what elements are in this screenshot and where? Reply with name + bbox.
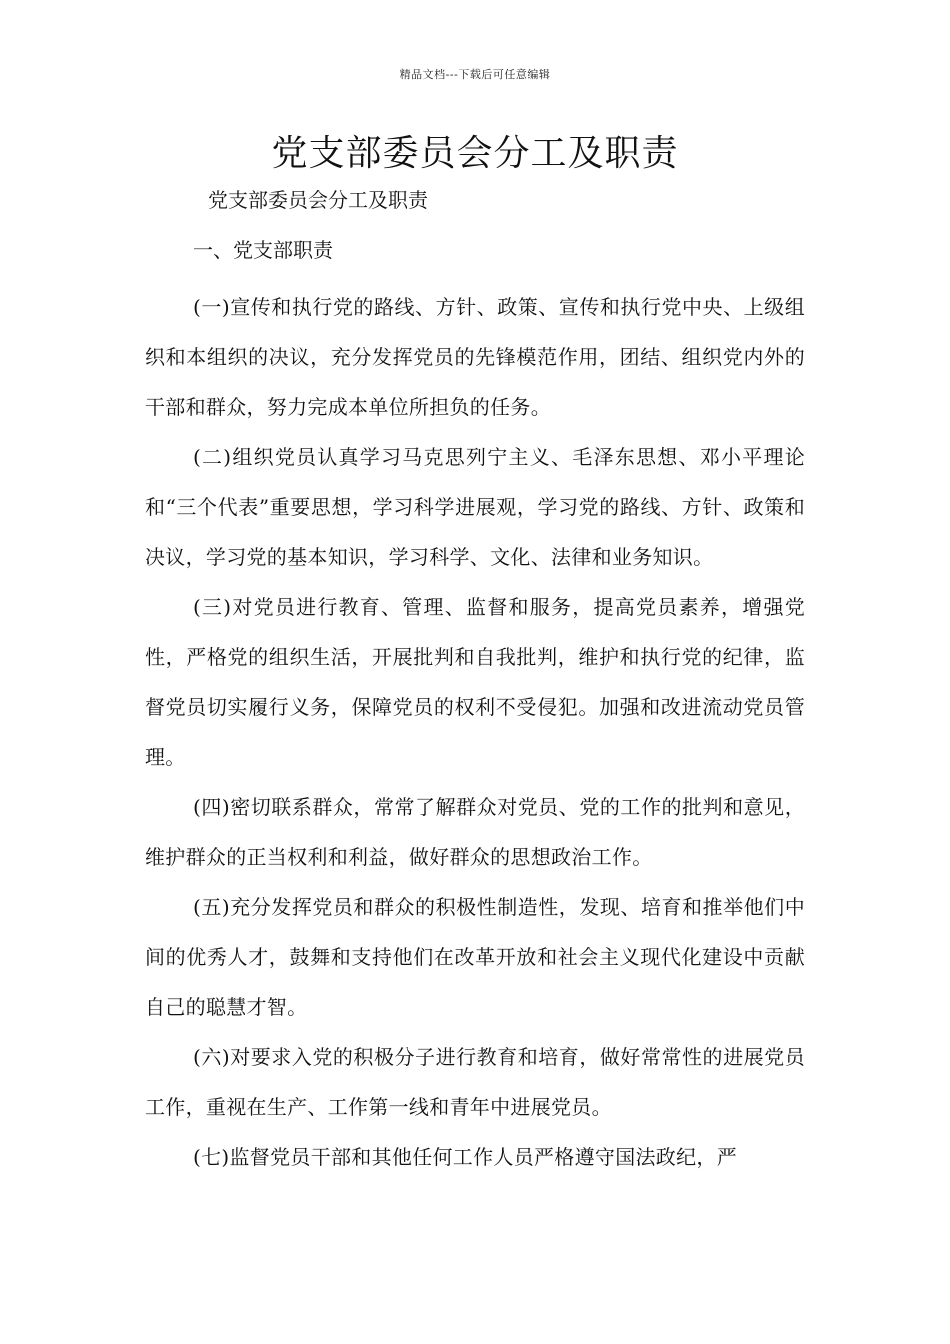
section-heading: 一、党支部职责: [193, 238, 333, 262]
paragraph-2: (二)组织党员认真学习马克思列宁主义、毛泽东思想、邓小平理论和“三个代表”重要思想，学习科学进展观，学习党的路线、方针、政策和决议，学习党的基本知识，学习科学、文化、法律和业务知识。: [145, 445, 805, 569]
paragraph-1: (一)宣传和执行党的路线、方针、政策、宣传和执行党中央、上级组织和本组织的决议，充分发挥党员的先锋模范作用，团结、组织党内外的干部和群众，努力完成本单位所担负的任务。: [145, 295, 805, 419]
paragraph-6: (六)对要求入党的积极分子进行教育和培育，做好常常性的进展党员工作，重视在生产、工作第一线和青年中进展党员。: [145, 1045, 805, 1119]
header-note: 精品文档---下载后可任意编辑: [399, 68, 551, 81]
paragraph-7: (七)监督党员干部和其他任何工作人员严格遵守国法政纪，严: [193, 1145, 738, 1169]
document-title: 党支部委员会分工及职责: [271, 133, 679, 174]
paragraph-5: (五)充分发挥党员和群众的积极性制造性，发现、培育和推举他们中间的优秀人才，鼓舞和支持他们在改革开放和社会主义现代化建设中贡献自己的聪慧才智。: [145, 895, 805, 1019]
paragraph-3: (三)对党员进行教育、管理、监督和服务，提高党员素养，增强党性，严格党的组织生活，开展批判和自我批判，维护和执行党的纪律，监督党员切实履行义务，保障党员的权利不受侵犯。加强和改进流动党员管理。: [145, 595, 805, 769]
document-subtitle: 党支部委员会分工及职责: [208, 188, 428, 212]
paragraph-4: (四)密切联系群众，常常了解群众对党员、党的工作的批判和意见，维护群众的正当权利和利益，做好群众的思想政治工作。: [145, 795, 805, 869]
document-body: [145, 282, 805, 1182]
